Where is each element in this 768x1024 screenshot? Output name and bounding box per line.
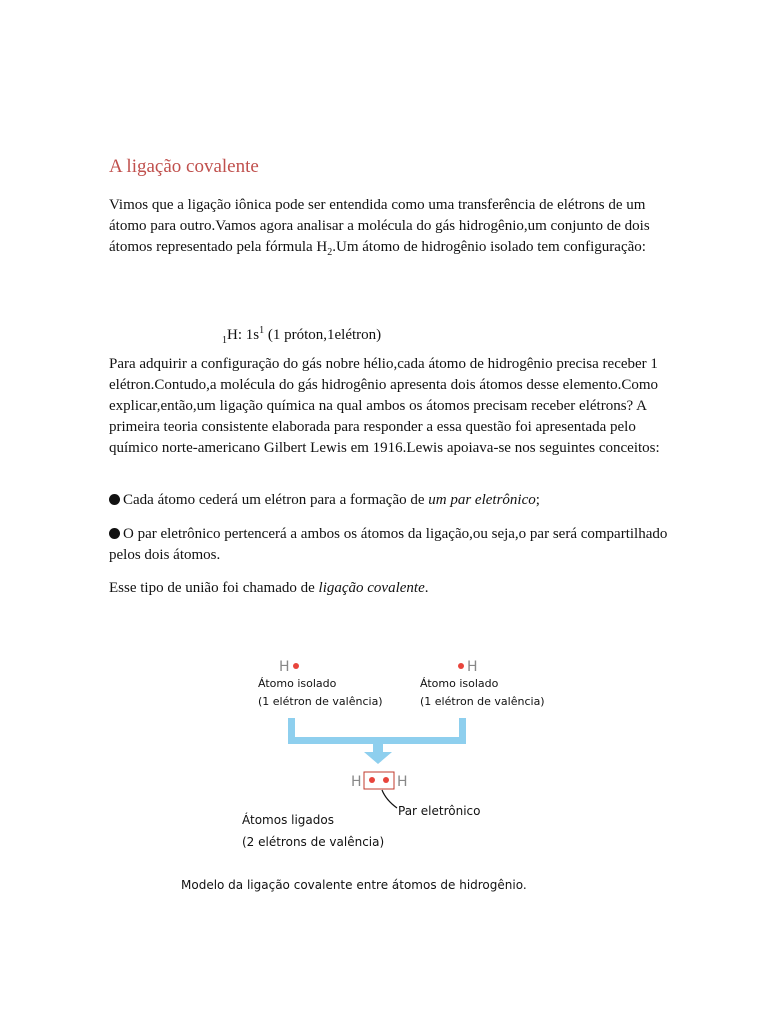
formula-superscript: 1 [259,325,265,336]
merge-bracket-icon [288,718,466,744]
bonded-right-symbol: H [397,774,408,790]
bullet-item [109,490,669,511]
right-electron-icon [458,663,464,669]
bullet-dot-icon [109,494,120,505]
bullet-text: Cada átomo cederá um elétron para a formação de [123,492,429,508]
covalent-bond-diagram [0,640,768,900]
formula-rest: (1 próton,1elétron) [264,327,382,343]
shared-electron-icon [383,777,389,783]
right-valence-label: (1 elétron de valência) [420,695,545,708]
bullet-punct: ; [535,492,540,508]
closing-paragraph [109,578,669,599]
intro-paragraph [109,195,669,263]
h2-subscript: 2 [327,247,333,258]
closing-punct: . [424,580,429,596]
electron-pair-box [364,772,394,789]
bonded-left-symbol: H [351,774,362,790]
left-electron-icon [293,663,299,669]
intro-text-a: Vimos que a ligação iônica pode ser entendida como uma transferência de elétrons de um átomo para outro.Vamos agora analisar a molécula do gás hidrogênio,um conjunto de dois átomos representado pela fórmula H [109,197,650,255]
lewis-paragraph: Para adquirir a configuração do gás nobre hélio,cada átomo de hidrogênio precisa receber 1 elétron.Contudo,a molécula do gás hidrogênio apresenta dois átomos desse elemento.Como explicar,então,um ligação química na qual ambos os átomos precisam receber elétrons? A primeira teoria consistente elaborada para responder a essa questão foi apresentada pelo químico norte-americano Gilbert Lewis em 1916.Lewis apoiava-se nos seguintes conceitos: [109,356,660,456]
arrow-down-icon [364,752,392,764]
arrow-stem-icon [373,744,383,752]
atomic-number: 1 [222,335,227,346]
bullet-dot-icon [109,528,120,539]
left-atom-label: Átomo isolado [258,677,337,690]
left-valence-label: (1 elétron de valência) [258,695,383,708]
intro-text-b: .Um átomo de hidrogênio isolado tem configuração: [332,239,646,255]
figure-caption: Modelo da ligação covalente entre átomos de hidrogênio. [181,878,527,892]
page-title: A ligação covalente [109,156,259,177]
formula-main: H: 1s [227,327,260,343]
bullet-emphasis: um par eletrônico [428,492,536,508]
left-atom-symbol: H [279,659,290,675]
bonded-valence-label: (2 elétrons de valência) [242,835,385,849]
electron-configuration-formula [222,320,381,351]
right-atom-label: Átomo isolado [420,677,499,690]
bonded-atoms-label: Átomos ligados [242,813,334,827]
closing-text: Esse tipo de união foi chamado de [109,580,319,596]
pointer-line-icon [382,790,397,808]
bullet-text: O par eletrônico pertencerá a ambos os átomos da ligação,ou seja,o par será compartilhado pelos dois átomos. [109,526,668,563]
electron-pair-label: Par eletrônico [398,804,481,818]
shared-electron-icon [369,777,375,783]
closing-emphasis: ligação covalente [318,580,425,596]
bullet-item [109,524,669,566]
right-atom-symbol: H [467,659,478,675]
